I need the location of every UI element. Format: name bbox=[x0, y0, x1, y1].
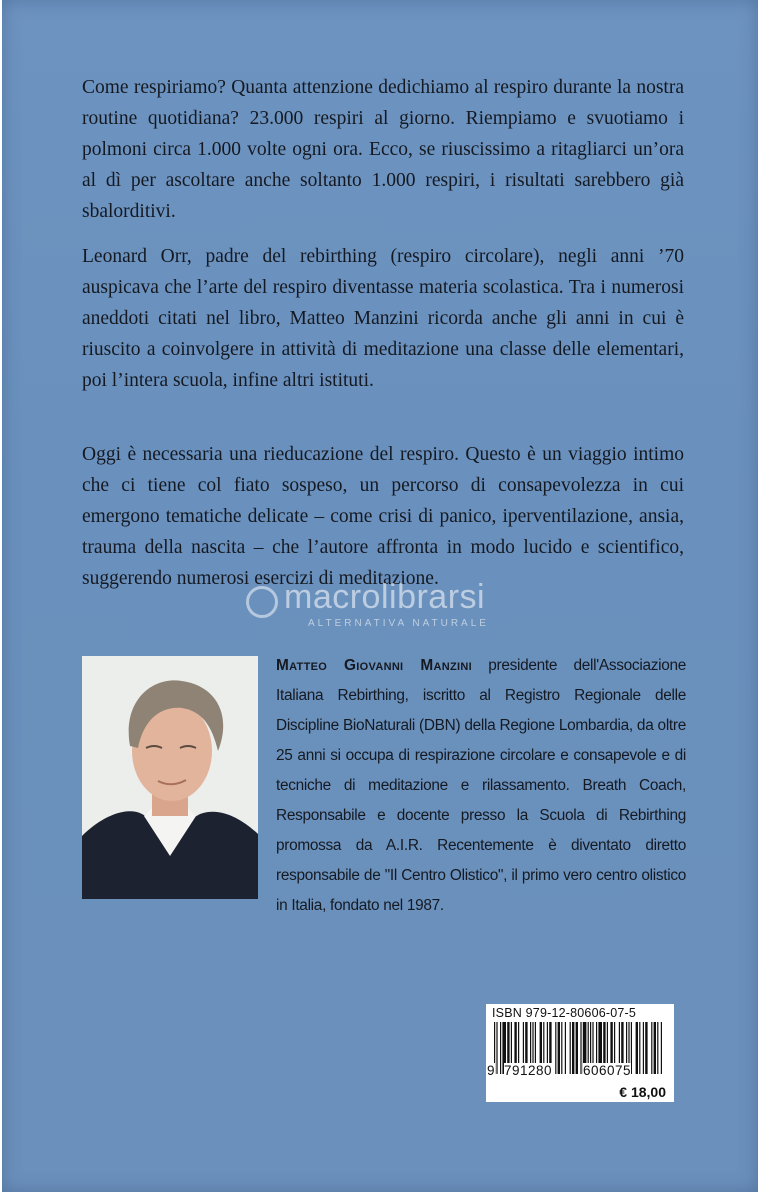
watermark-brand: macrolibrarsi bbox=[284, 578, 486, 616]
back-cover bbox=[2, 0, 758, 1192]
author-photo bbox=[82, 656, 258, 899]
watermark-logo-icon bbox=[246, 586, 278, 618]
barcode-digit-first: 9 bbox=[487, 1063, 496, 1078]
publisher-watermark bbox=[246, 578, 546, 634]
watermark-tagline: ALTERNATIVA NATURALE bbox=[308, 618, 489, 629]
blurb-paragraph-2: Leonard Orr, padre del rebirthing (respiro circolare), negli anni ’70 auspicava che l’arte del respiro diventasse materia scolastica. Tra i numerosi aneddoti citati nel libro, Matteo Manzini ricorda anche gli anni in cui è riuscito a coinvolgere in attività di meditazione una classe delle elementari, poi l’intera scuola, infine altri istituti. bbox=[82, 246, 684, 391]
author-bio bbox=[276, 651, 686, 921]
barcode-label bbox=[486, 1004, 674, 1102]
barcode-digits-left: 791280 bbox=[504, 1063, 553, 1078]
blurb-paragraph-3: Oggi è necessaria una rieducazione del respiro. Questo è un viaggio intimo che ci tiene col fiato sospeso, un percorso di consapevolezza in cui emergono tematiche delicate – come crisi di panico, iperventilazione, ansia, trauma della nascita – che l’autore affronta in modo lucido e scientifico, suggerendo numerosi esercizi di meditazione. bbox=[82, 444, 684, 589]
author-bio-text: presidente dell'Associazione Italiana Rebirthing, iscritto al Registro Regionale delle Discipline BioNaturali (DBN) della Regione Lombardia, da oltre 25 anni si occupa di respirazione circolare e consapevole e di tecniche di meditazione e rilassamento. Breath Coach, Responsabile e docente presso la Scuola di Rebirthing promossa da A.I.R. Recentemente è diventato diretto responsabile de "Il Centro Olistico", il primo vero centro olistico in Italia, fondato nel 1987. bbox=[276, 657, 686, 914]
price-tag: € 18,00 bbox=[619, 1084, 666, 1100]
barcode-digits-right: 606075 bbox=[583, 1063, 632, 1078]
author-name: Matteo Giovanni Manzini bbox=[276, 657, 472, 674]
blurb-paragraph-1: Come respiriamo? Quanta attenzione dedichiamo al respiro durante la nostra routine quotidiana? 23.000 respiri al giorno. Riempiamo e svuotiamo i polmoni circa 1.000 volte ogni ora. Ecco, se riuscissimo a ritagliarci un’ora al dì per ascoltare anche soltanto 1.000 respiri, i risultati sarebbero già sbalorditivi. bbox=[82, 77, 684, 222]
isbn-text: ISBN 979-12-80606-07-5 bbox=[492, 1006, 637, 1020]
